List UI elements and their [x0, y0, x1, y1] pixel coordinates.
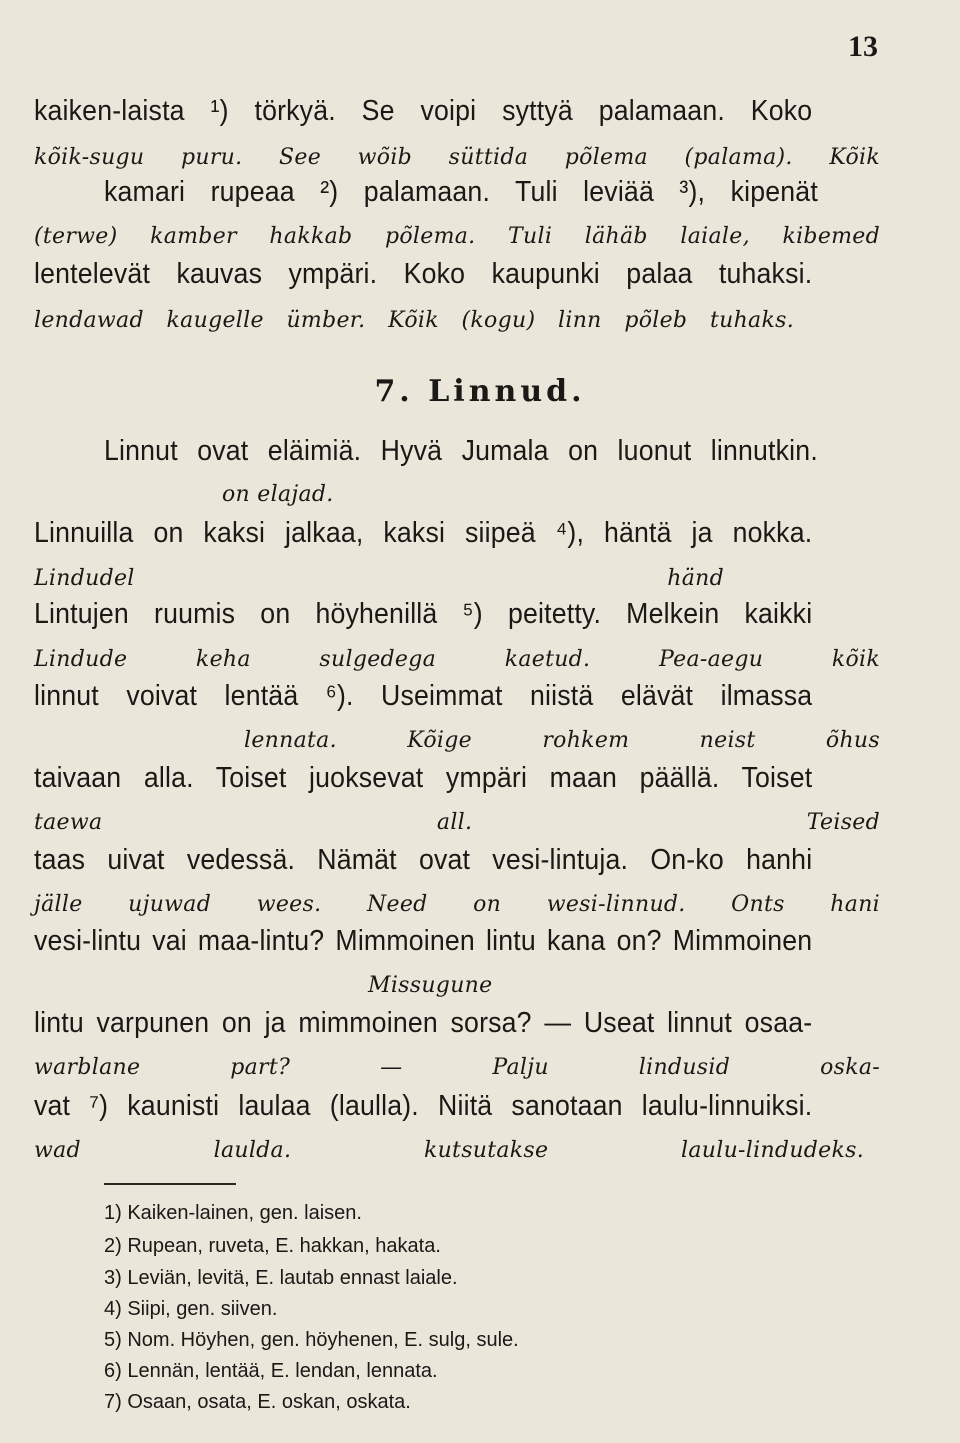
footnote-divider [104, 1183, 236, 1185]
estonian-gloss-4: on elajad. [222, 482, 334, 507]
footnote-2: 2) Rupean, ruveta, E. hakkan, hakata. [104, 1235, 441, 1257]
estonian-gloss-7: lennata. Kõige rohkem neist õhus [244, 728, 880, 753]
footnote-4: 4) Siipi, gen. siiven. [104, 1298, 278, 1320]
footnote-6: 6) Lennän, lentää, E. lendan, lennata. [104, 1360, 438, 1382]
footnote-1: 1) Kaiken-lainen, gen. laisen. [104, 1202, 362, 1224]
finnish-line-7: linnut voivat lentää ⁶). Useimmat niistä elävät ilmassa [34, 680, 813, 712]
finnish-line-4: Linnut ovat eläimiä. Hyvä Jumala on luonut linnutkin. [104, 435, 818, 467]
estonian-gloss-6: Lindude keha sulgedega kaetud. Pea-aegu kõik [34, 647, 880, 672]
estonian-gloss-11: warblane part? — Palju lindusid oska- [34, 1055, 880, 1080]
finnish-line-1: kaiken-laista ¹) törkyä. Se voipi syttyä palamaan. Koko [34, 95, 813, 127]
finnish-line-3: lentelevät kauvas ympäri. Koko kaupunki palaa tuhaksi. [34, 258, 813, 290]
estonian-gloss-5: Lindudel händ [34, 566, 724, 591]
estonian-gloss-9: jälle ujuwad wees. Need on wesi-linnud. Onts hani [34, 892, 880, 917]
estonian-gloss-12: wad laulda. kutsutakse laulu-lindudeks. [34, 1138, 864, 1163]
page-number: 13 [848, 30, 878, 63]
finnish-line-12: vat ⁷) kaunisti laulaa (laulla). Niitä sanotaan laulu-linnuiksi. [34, 1090, 813, 1122]
estonian-gloss-10: Missugune [368, 973, 493, 998]
estonian-gloss-1: kõik-sugu puru. See wõib süttida põlema (palama). Kõik [34, 145, 880, 170]
finnish-line-10: vesi-lintu vai maa-lintu? Mimmoinen lintu kana on? Mimmoinen [34, 925, 813, 957]
footnote-7: 7) Osaan, osata, E. oskan, oskata. [104, 1391, 411, 1413]
footnote-3: 3) Leviän, levitä, E. lautab ennast laiale. [104, 1267, 458, 1289]
finnish-line-9: taas uivat vedessä. Nämät ovat vesi-lintuja. On-ko hanhi [34, 844, 813, 876]
footnote-5: 5) Nom. Höyhen, gen. höyhenen, E. sulg, sule. [104, 1329, 519, 1351]
finnish-line-6: Lintujen ruumis on höyhenillä ⁵) peitetty. Melkein kaikki [34, 598, 813, 630]
finnish-line-8: taivaan alla. Toiset juoksevat ympäri maan päällä. Toiset [34, 762, 813, 794]
finnish-line-2: kamari rupeaa ²) palamaan. Tuli leviää ³), kipenät [104, 176, 818, 208]
estonian-gloss-2: (terwe) kamber hakkab põlema. Tuli lähäb laiale, kibemed [34, 224, 880, 249]
estonian-gloss-3: lendawad kaugelle ümber. Kõik (kogu) linn põleb tuhaks. [34, 308, 794, 333]
estonian-gloss-8: taewa all. Teised [34, 810, 880, 835]
finnish-line-11: lintu varpunen on ja mimmoinen sorsa? — Useat linnut osaa- [34, 1007, 813, 1039]
finnish-line-5: Linnuilla on kaksi jalkaa, kaksi siipeä ⁴), häntä ja nokka. [34, 517, 813, 549]
section-heading: 7. Linnud. [374, 374, 586, 409]
